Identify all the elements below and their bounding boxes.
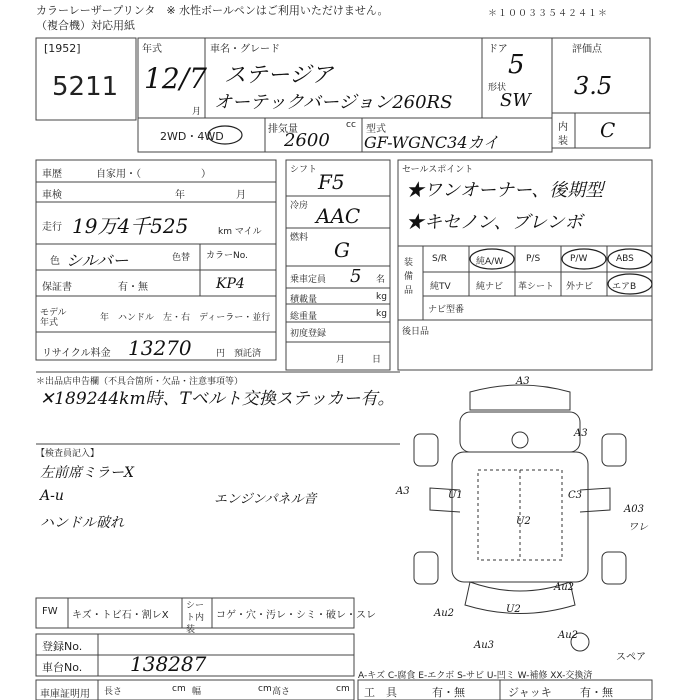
mark-au3: Au3 <box>474 640 495 651</box>
color-value: シルバー <box>66 251 129 270</box>
mark-u1: U1 <box>448 490 463 501</box>
inspector-note-1: 左前席ミラーX <box>40 465 134 481</box>
mark-au2-right: Au2 <box>558 630 579 641</box>
length-unit: cm <box>172 684 186 694</box>
first-reg-day: 日 <box>372 355 382 365</box>
notes-label: ＊出品店申告欄（不具合箇所・欠品・注意事項等） <box>36 377 244 387</box>
warranty-value: 有・無 <box>118 282 148 293</box>
displacement-value: 2600 <box>284 130 330 151</box>
equip-airbag: エアB <box>612 282 637 292</box>
ac-value: AAC <box>316 204 361 228</box>
registration-label: 登録No. <box>42 640 83 653</box>
equip-navi-model: ナビ型番 <box>428 305 465 315</box>
mileage-unit: km マイル <box>218 227 262 237</box>
equipment-label: 装備品 <box>404 258 414 296</box>
equip-ext-navi: 外ナビ <box>566 282 594 292</box>
lot-code: [1952] <box>44 42 81 55</box>
mod-year-label: モデル年式 <box>40 308 67 328</box>
displacement-unit: cc <box>346 120 356 130</box>
jack-value: 有・無 <box>580 686 613 699</box>
drive-type: 2WD・4WD <box>160 130 224 143</box>
width-label: 幅 <box>192 687 202 697</box>
mark-u2-center: U2 <box>516 516 531 527</box>
equip-aw: 純A/W <box>476 257 504 267</box>
garage-cert-label: 車庫証明用 <box>40 689 90 700</box>
inspector-note-right: エンジンパネル音 <box>214 492 317 507</box>
fuel-value: G <box>334 238 350 262</box>
ac-label: 冷房 <box>290 201 309 211</box>
load-unit: kg <box>376 292 387 302</box>
first-reg-label: 初度登録 <box>290 329 327 339</box>
tools-label: 工 具 <box>364 686 397 699</box>
shape-label: 形状 <box>488 83 507 93</box>
year-value: 12/7 <box>144 62 207 95</box>
equip-ps: P/S <box>526 254 541 264</box>
mark-a3-right: A3 <box>574 428 588 439</box>
weight-label: 総重量 <box>290 312 318 322</box>
doors-label: ドア <box>488 44 508 55</box>
serial-number: ＊１００３３５４２４１＊ <box>488 9 609 19</box>
mark-ware: ワレ <box>628 522 648 533</box>
first-reg-month: 月 <box>336 355 346 365</box>
sales-point-1: ★ワンオーナー、後期型 <box>406 180 604 201</box>
chassis-label: 車台No. <box>42 661 83 674</box>
mileage-label: 走行 <box>42 222 62 233</box>
spare-label: スペア <box>616 652 646 663</box>
recycle-label: リサイクル料金 <box>42 348 111 359</box>
score-value: 3.5 <box>574 72 613 100</box>
height-unit: cm <box>336 684 350 694</box>
mod-row-text: 年 ハンドル 左・右 ディーラー・並行 <box>100 313 271 323</box>
mark-a3-left: A3 <box>396 486 410 497</box>
recycle-value: 13270 <box>128 336 192 360</box>
remarks-label: 後日品 <box>402 327 430 337</box>
equip-navi: 純ナビ <box>476 282 504 292</box>
equip-tv: 純TV <box>430 282 451 292</box>
notes-text: ✕189244km時、Tベルト交換ステッカー有。 <box>40 389 395 409</box>
mark-au2-left: Au2 <box>434 608 455 619</box>
model-label: 型式 <box>366 124 386 135</box>
inspection-month: 月 <box>236 190 246 201</box>
recycle-unit: 円 預託済 <box>216 349 262 359</box>
car-grade: オーテックバージョン260RS <box>214 92 453 113</box>
equip-pw: P/W <box>570 254 588 264</box>
inspector-label: 【検査員記入】 <box>36 449 100 459</box>
inspection-year: 年 <box>175 190 185 201</box>
inspection-label: 車検 <box>42 190 62 201</box>
damage-legend: A-キズ C-腐食 E-エクボ S-サビ U-凹ミ W-補修 XX-交換済 <box>358 671 593 681</box>
chassis-value: 138287 <box>130 652 207 676</box>
tools-value: 有・無 <box>432 686 465 699</box>
height-label: 高さ <box>272 687 291 697</box>
color-code-value: KP4 <box>216 276 245 292</box>
displacement-label: 排気量 <box>268 124 298 135</box>
interior-label2: 装 <box>558 136 568 147</box>
inspector-note-3: ハンドル破れ <box>40 515 124 531</box>
warranty-label: 保証書 <box>42 282 72 293</box>
shift-label: シフト <box>290 165 318 175</box>
doors-value: 5 <box>508 50 525 80</box>
year-label: 年式 <box>142 44 162 55</box>
lot-number: 5211 <box>52 72 119 102</box>
shift-value: F5 <box>318 170 345 194</box>
mileage-value: 19万4千525 <box>72 214 189 238</box>
header-line2: （複合機）対応用紙 <box>36 19 135 32</box>
mark-a03: A03 <box>624 504 644 515</box>
length-label: 長さ <box>104 687 123 697</box>
equip-abs: ABS <box>616 254 634 264</box>
equip-sr: S/R <box>432 254 447 264</box>
interior-label1: 内 <box>558 122 568 133</box>
history-label: 車歴 <box>42 169 62 180</box>
capacity-label: 乗車定員 <box>290 275 327 285</box>
weight-unit: kg <box>376 309 387 319</box>
mark-au2-side: Au2 <box>554 582 575 593</box>
width-unit: cm <box>258 684 272 694</box>
mark-a3-top: A3 <box>516 376 530 387</box>
car-label: 車名・グレード <box>210 44 280 55</box>
score-label: 評価点 <box>572 44 602 55</box>
mark-c3: C3 <box>568 490 583 501</box>
mark-u2-rear: U2 <box>506 604 521 615</box>
car-name: ステージア <box>224 63 334 88</box>
header-line1: カラーレーザープリンタ ※ 水性ボールペンはご利用いただけません。 <box>36 4 389 17</box>
color-label: 色 <box>50 256 60 267</box>
equip-leather: 革シート <box>518 282 555 292</box>
sales-points-label: セールスポイント <box>402 165 474 175</box>
color-code-label: カラーNo. <box>206 251 248 261</box>
sales-point-2: ★キセノン、ブレンボ <box>406 212 583 233</box>
capacity-value: 5 <box>350 266 362 287</box>
load-label: 積載量 <box>290 295 318 305</box>
year-suffix: 月 <box>192 107 202 117</box>
interior-value: C <box>600 118 616 142</box>
fw-label: FW <box>42 606 58 617</box>
jack-label: ジャッキ <box>508 686 552 699</box>
fuel-label: 燃料 <box>290 233 309 243</box>
model-value: GF-WGNC34カイ <box>364 133 500 152</box>
inspector-note-2: A-u <box>40 488 64 504</box>
capacity-unit: 名 <box>376 275 386 285</box>
seat-label: シート内装 <box>186 601 205 635</box>
seat-text: コゲ・穴・汚レ・シミ・破レ・スレ <box>216 610 376 621</box>
fw-text: キズ・トビ石・割レX <box>72 610 169 621</box>
car-body: SW <box>500 90 531 111</box>
color-swap: 色替 <box>172 253 191 263</box>
history-value: 自家用・（ ） <box>96 169 211 180</box>
